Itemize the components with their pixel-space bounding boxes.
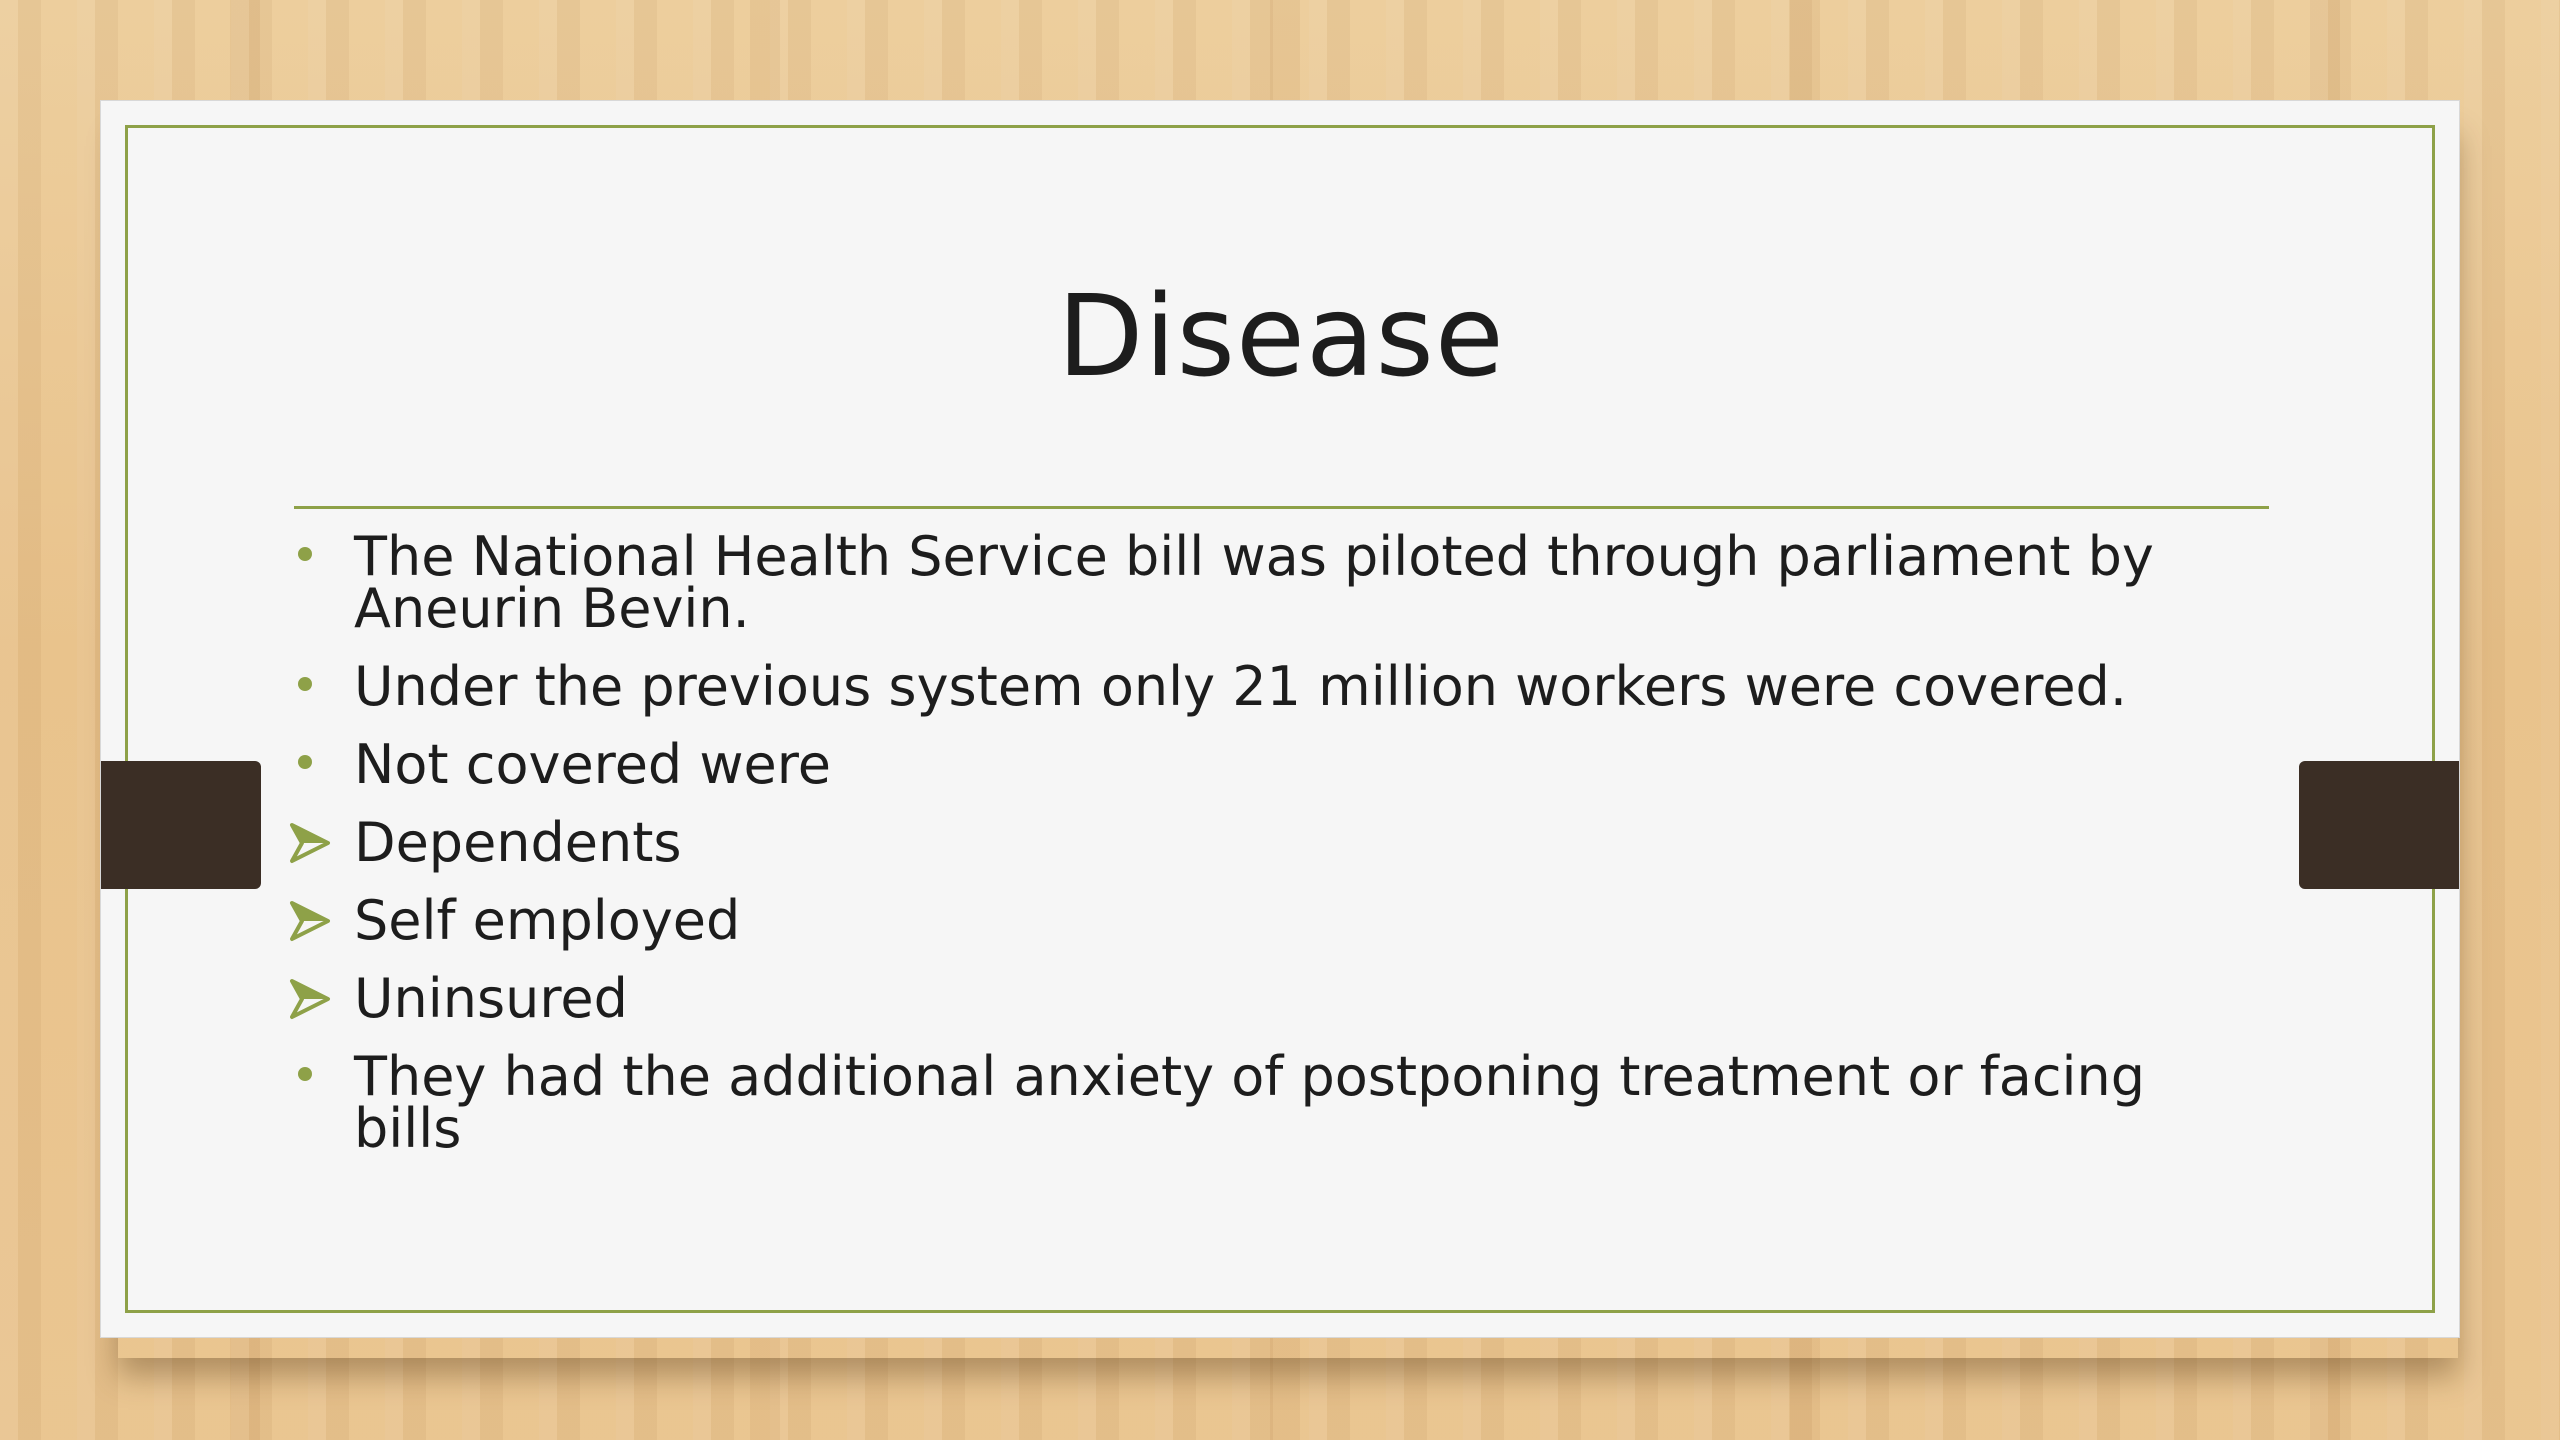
- bullet-dot-icon: [298, 677, 312, 691]
- list-item: [294, 1045, 2269, 1160]
- list-item: [294, 525, 2269, 640]
- list-item: [294, 655, 2269, 718]
- list-item-text: Dependents: [354, 811, 682, 874]
- left-binder-tab: [101, 761, 261, 889]
- bullet-dot-icon: [298, 755, 312, 769]
- arrowhead-bullet-icon: [288, 899, 332, 943]
- bullet-list: [294, 525, 2269, 1181]
- right-binder-tab: [2299, 761, 2459, 889]
- arrowhead-bullet-icon: [288, 821, 332, 865]
- list-item-text: The National Health Service bill was piloted through parliament by Aneurin Bevin.: [354, 525, 2154, 640]
- list-item: [294, 811, 2269, 874]
- title-divider: [294, 506, 2269, 509]
- arrowhead-bullet-icon: [288, 977, 332, 1021]
- list-item: [294, 967, 2269, 1030]
- list-item-text: Self employed: [354, 889, 741, 952]
- list-item-text: Not covered were: [354, 733, 831, 796]
- slide-title: Disease: [1057, 272, 1505, 402]
- list-item-text: They had the additional anxiety of postponing treatment or facing bills: [354, 1045, 2146, 1160]
- bullet-dot-icon: [298, 1067, 312, 1081]
- list-item: [294, 889, 2269, 952]
- list-item-text: Under the previous system only 21 million workers were covered.: [354, 655, 2127, 718]
- list-item: [294, 733, 2269, 796]
- bullet-dot-icon: [298, 547, 312, 561]
- slide: [100, 100, 2460, 1338]
- list-item-text: Uninsured: [354, 967, 628, 1030]
